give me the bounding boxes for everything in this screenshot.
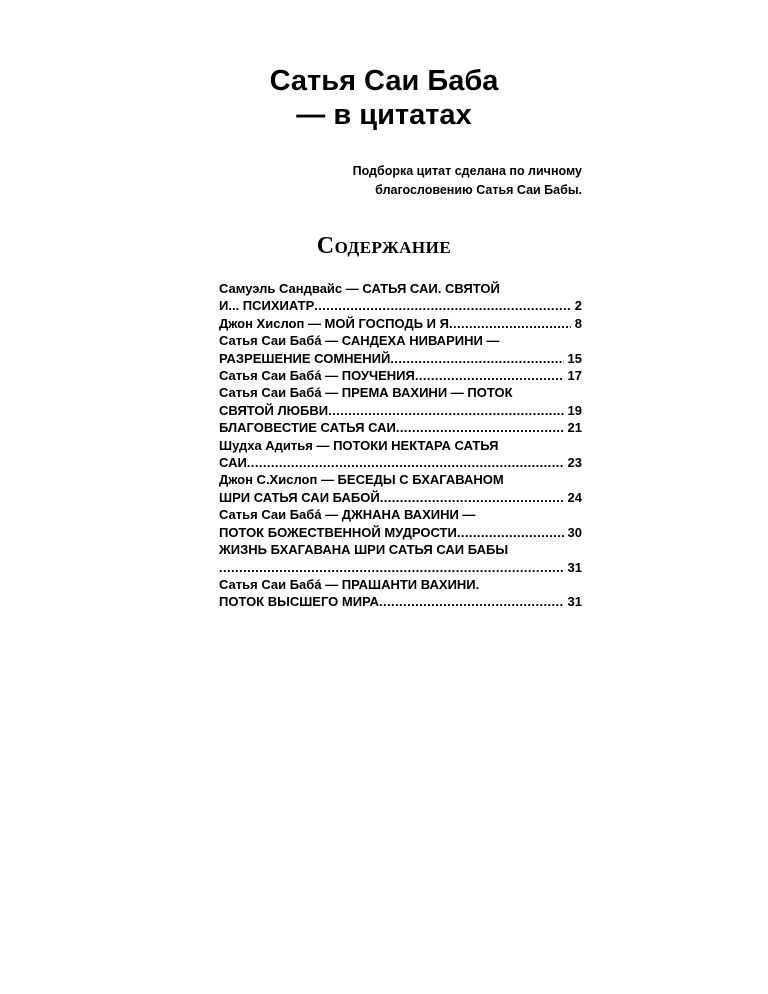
toc-entry-title-line: Джон Хислоп — МОЙ ГОСПОДЬ И Я bbox=[219, 315, 449, 331]
toc-entry-title-line: Шудха Адитья — ПОТОКИ НЕКТАРА САТЬЯ bbox=[219, 437, 499, 453]
toc-page-number: 31 bbox=[567, 594, 582, 610]
toc-entry-last-line bbox=[219, 524, 582, 541]
dot-leader bbox=[390, 350, 563, 367]
toc-entry-last-line bbox=[219, 350, 582, 367]
toc-entry[interactable] bbox=[219, 332, 582, 367]
toc-entry[interactable] bbox=[219, 280, 582, 315]
dot-leader bbox=[449, 315, 571, 332]
dot-leader bbox=[415, 367, 564, 384]
toc-entry-last-line bbox=[219, 297, 582, 314]
toc-page-number: 8 bbox=[574, 315, 582, 331]
toc-entry-last-line bbox=[219, 454, 582, 471]
toc-entry[interactable] bbox=[219, 506, 582, 541]
toc-entry[interactable] bbox=[219, 315, 582, 332]
toc-page-number: 30 bbox=[567, 524, 582, 540]
toc-entry-title-line: Джон С.Хислоп — БЕСЕДЫ С БХАГАВАНОМ bbox=[219, 472, 504, 488]
compilation-note-line-1: Подборка цитат сделана по личному bbox=[352, 164, 582, 178]
toc-page-number: 21 bbox=[567, 420, 582, 436]
dot-leader bbox=[314, 297, 571, 314]
toc-entry-title-line: Сатья Саи Бабá — ПРЕМА ВАХИНИ — ПОТОК bbox=[219, 385, 513, 401]
toc-page-number: 31 bbox=[567, 559, 582, 575]
toc-page-number: 19 bbox=[567, 402, 582, 418]
toc-page-number: 23 bbox=[567, 455, 582, 471]
toc-entry[interactable] bbox=[219, 576, 582, 611]
toc-entry-last-line bbox=[219, 489, 582, 506]
toc-entry[interactable] bbox=[219, 541, 582, 576]
toc-entry-title-line: Сатья Саи Бабá — САНДЕХА НИВАРИНИ — bbox=[219, 333, 500, 349]
toc-page-number: 17 bbox=[567, 368, 582, 384]
book-title-line-2: — в цитатах bbox=[296, 99, 472, 131]
toc-entry-title-line: ЖИЗНЬ БХАГАВАНА ШРИ САТЬЯ САИ БАБЫ bbox=[219, 542, 509, 558]
toc-entry-title-line: РАЗРЕШЕНИЕ СОМНЕНИЙ bbox=[219, 350, 391, 366]
toc-entry-title-line: Сатья Саи Бабá — ПОУЧЕНИЯ bbox=[219, 368, 415, 384]
toc-heading: Содержание bbox=[316, 233, 452, 259]
compilation-note bbox=[260, 162, 582, 200]
toc-entry[interactable] bbox=[219, 437, 582, 472]
book-title bbox=[0, 64, 768, 132]
toc-entry[interactable] bbox=[219, 384, 582, 419]
dot-leader bbox=[328, 402, 563, 419]
book-title-line-1: Сатья Саи Баба bbox=[269, 65, 499, 97]
toc-entry-title-line: ПОТОК ВЫСШЕГО МИРА bbox=[219, 594, 379, 610]
toc-entry-title-line: САИ bbox=[219, 455, 247, 471]
dot-leader bbox=[247, 454, 564, 471]
toc-entry-last-line bbox=[219, 593, 582, 610]
dot-leader bbox=[379, 593, 564, 610]
toc-entry[interactable] bbox=[219, 471, 582, 506]
toc-page-number: 2 bbox=[574, 298, 582, 314]
dot-leader bbox=[380, 489, 564, 506]
toc-entry-title-line: БЛАГОВЕСТИЕ САТЬЯ САИ bbox=[219, 420, 396, 436]
toc-entry-last-line bbox=[219, 402, 582, 419]
toc-page-number: 15 bbox=[567, 350, 582, 366]
toc-entry-title-line: ШРИ САТЬЯ САИ БАБОЙ bbox=[219, 489, 380, 505]
toc-entry-title-line: Самуэль Сандвайс — САТЬЯ САИ. СВЯТОЙ bbox=[219, 281, 500, 296]
toc-entry-title-line: СВЯТОЙ ЛЮБВИ bbox=[219, 402, 329, 418]
toc-entry-last-line bbox=[219, 367, 582, 384]
toc-entry-last-line bbox=[219, 559, 582, 576]
toc-entry-last-line bbox=[219, 419, 582, 436]
toc-entry[interactable] bbox=[219, 367, 582, 384]
compilation-note-line-2: благословению Сатья Саи Бабы. bbox=[375, 183, 582, 197]
toc-entry-title-line: ПОТОК БОЖЕСТВЕННОЙ МУДРОСТИ bbox=[219, 524, 457, 540]
dot-leader bbox=[396, 419, 564, 436]
dot-leader bbox=[457, 524, 564, 541]
toc-entry[interactable] bbox=[219, 419, 582, 436]
toc-entry-title-line: Сатья Саи Бабá — ПРАШАНТИ ВАХИНИ. bbox=[219, 576, 480, 592]
dot-leader bbox=[219, 559, 564, 576]
toc-entry-title-line: И... ПСИХИАТР bbox=[219, 298, 315, 314]
table-of-contents bbox=[219, 280, 582, 611]
toc-page-number: 24 bbox=[567, 489, 582, 505]
toc-entry-last-line bbox=[219, 315, 582, 332]
toc-entry-title-line: Сатья Саи Бабá — ДЖНАНА ВАХИНИ — bbox=[219, 507, 476, 523]
